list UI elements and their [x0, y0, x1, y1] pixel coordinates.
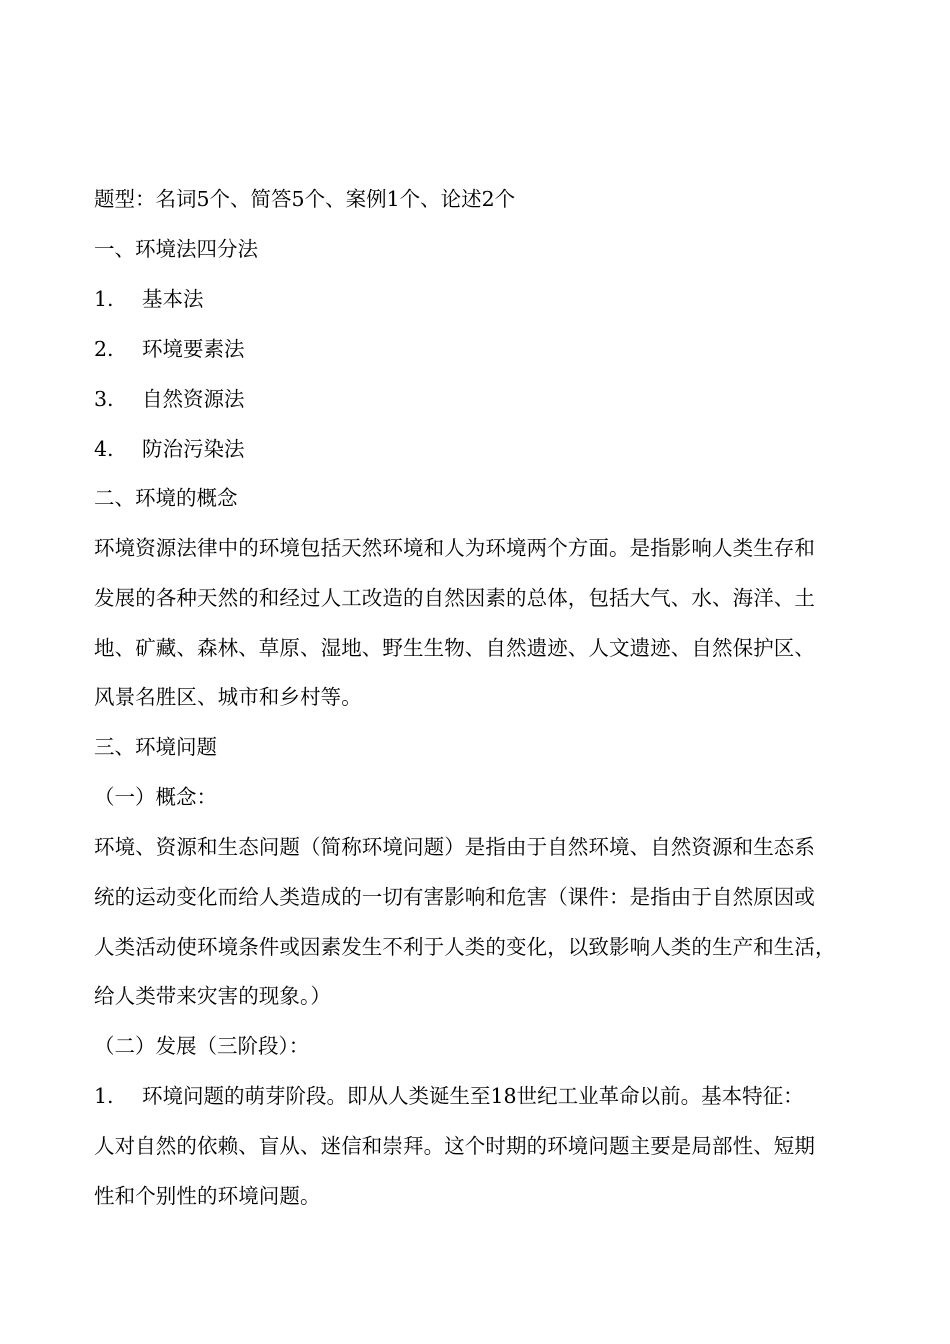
subsection-heading: （一）概念：: [94, 785, 217, 809]
list-item-text: 基本法: [142, 287, 204, 311]
list-item-number: 2.: [94, 337, 114, 361]
list-item: [94, 386, 894, 412]
list-item-number: 3.: [94, 387, 114, 411]
list-item-text: 环境问题的萌芽阶段。即从人类诞生至18世纪工业革命以前。基本特征：: [142, 1084, 804, 1108]
list-item: [94, 1083, 894, 1109]
list-item: [94, 286, 894, 312]
paragraph-line: 地、矿藏、森林、草原、湿地、野生生物、自然遗迹、人文遗迹、自然保护区、: [94, 636, 815, 660]
list-item: [94, 436, 894, 462]
paragraph-line: 环境资源法律中的环境包括天然环境和人为环境两个方面。是指影响人类生存和: [94, 536, 815, 560]
list-item-text: 自然资源法: [142, 387, 245, 411]
section3-heading: 三、环境问题: [94, 735, 217, 759]
paragraph-line: 环境、资源和生态问题（简称环境问题）是指由于自然环境、自然资源和生态系: [94, 835, 815, 859]
paragraph-line: 人类活动使环境条件或因素发生不利于人类的变化，以致影响人类的生产和生活，: [94, 935, 836, 959]
section1-heading: 一、环境法四分法: [94, 237, 258, 261]
list-item-text: 环境要素法: [142, 337, 245, 361]
subsection-heading: （二）发展（三阶段）：: [94, 1034, 310, 1058]
paragraph-line: 人对自然的依赖、盲从、迷信和崇拜。这个时期的环境问题主要是局部性、短期: [94, 1134, 815, 1158]
paragraph-line: 统的运动变化而给人类造成的一切有害影响和危害（课件：是指由于自然原因或: [94, 885, 815, 909]
list-item: [94, 336, 894, 362]
question-types-line: 题型：名词5个、简答5个、案例1个、论述2个: [94, 187, 516, 211]
list-item-text: 防治污染法: [142, 437, 245, 461]
section2-heading: 二、环境的概念: [94, 486, 238, 510]
paragraph-line: 风景名胜区、城市和乡村等。: [94, 685, 362, 709]
paragraph-line: 发展的各种天然的和经过人工改造的自然因素的总体，包括大气、水、海洋、土: [94, 586, 815, 610]
list-item-number: 4.: [94, 437, 114, 461]
paragraph-line: 性和个别性的环境问题。: [94, 1184, 321, 1208]
list-item-number: 1.: [94, 287, 114, 311]
list-item-number: 1.: [94, 1084, 114, 1108]
paragraph-line: 给人类带来灾害的现象。）: [94, 984, 331, 1008]
